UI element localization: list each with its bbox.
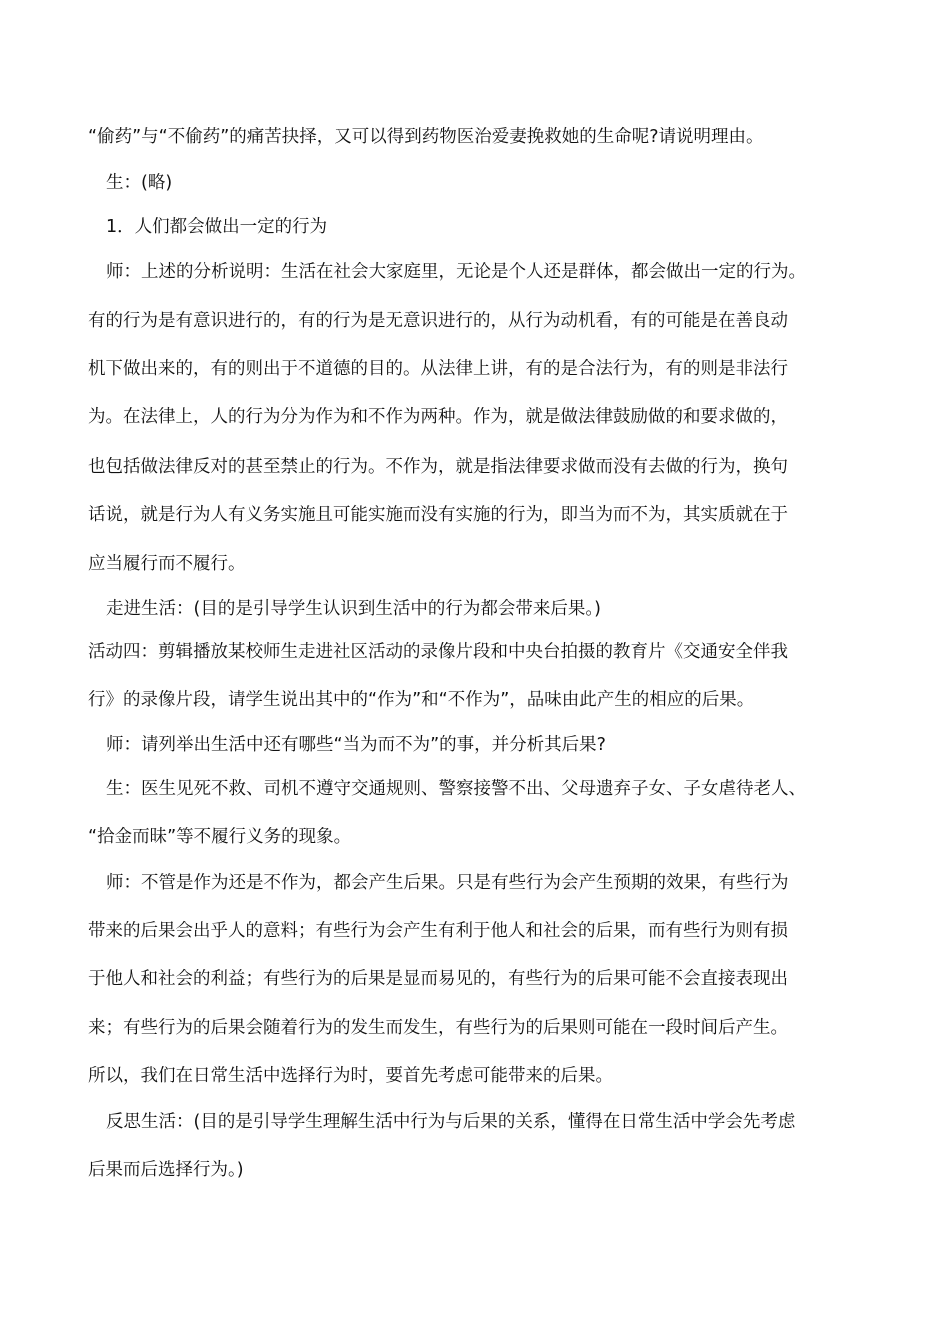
paragraph-line: 来；有些行为的后果会随着行为的发生而发生，有些行为的后果则可能在一段时间后产生。: [88, 1018, 788, 1038]
paragraph-line: “拾金而昧”等不履行义务的现象。: [88, 827, 352, 847]
paragraph-line: 生：医生见死不救、司机不遵守交通规则、警察接警不出、父母遗弃子女、子女虐待老人、: [106, 779, 806, 799]
paragraph-line: “偷药”与“不偷药”的痛苦抉择，又可以得到药物医治爱妻挽救她的生命呢?请说明理由。: [88, 127, 764, 147]
paragraph-line: 师：不管是作为还是不作为，都会产生后果。只是有些行为会产生预期的效果，有些行为: [106, 873, 789, 893]
paragraph-line: 行》的录像片段，请学生说出其中的“作为”和“不作为”，品味由此产生的相应的后果。: [88, 690, 755, 710]
paragraph-line: 为。在法律上，人的行为分为作为和不作为两种。作为，就是做法律鼓励做的和要求做的，: [88, 407, 788, 427]
paragraph-line: 机下做出来的，有的则出于不道德的目的。从法律上讲，有的是合法行为，有的则是非法行: [88, 359, 788, 379]
paragraph-line: 带来的后果会出乎人的意料；有些行为会产生有利于他人和社会的后果，而有些行为则有损: [88, 921, 788, 941]
paragraph-line: 活动四：剪辑播放某校师生走进社区活动的录像片段和中央台拍摄的教育片《交通安全伴我: [88, 642, 788, 662]
paragraph-line: 应当履行而不履行。: [88, 554, 246, 574]
paragraph-line: 反思生活：(目的是引导学生理解生活中行为与后果的关系，懂得在日常生活中学会先考虑: [106, 1112, 796, 1132]
paragraph-line: 走进生活：(目的是引导学生认识到生活中的行为都会带来后果。): [106, 599, 601, 619]
paragraph-line: 于他人和社会的利益；有些行为的后果是显而易见的，有些行为的后果可能不会直接表现出: [88, 969, 788, 989]
paragraph-line: 生：(略): [106, 173, 173, 193]
paragraph-line: 后果而后选择行为。): [88, 1160, 244, 1180]
paragraph-line: 也包括做法律反对的甚至禁止的行为。不作为，就是指法律要求做而没有去做的行为，换句: [88, 457, 788, 477]
paragraph-line: 师：上述的分析说明：生活在社会大家庭里，无论是个人还是群体，都会做出一定的行为。: [106, 262, 806, 282]
paragraph-line: 所以，我们在日常生活中选择行为时，要首先考虑可能带来的后果。: [88, 1066, 613, 1086]
section-heading: 1．人们都会做出一定的行为: [106, 217, 328, 237]
paragraph-line: 话说，就是行为人有义务实施且可能实施而没有实施的行为，即当为而不为，其实质就在于: [88, 505, 788, 525]
paragraph-line: 有的行为是有意识进行的，有的行为是无意识进行的，从行为动机看，有的可能是在善良动: [88, 311, 788, 331]
paragraph-line: 师：请列举出生活中还有哪些“当为而不为”的事，并分析其后果?: [106, 735, 606, 755]
